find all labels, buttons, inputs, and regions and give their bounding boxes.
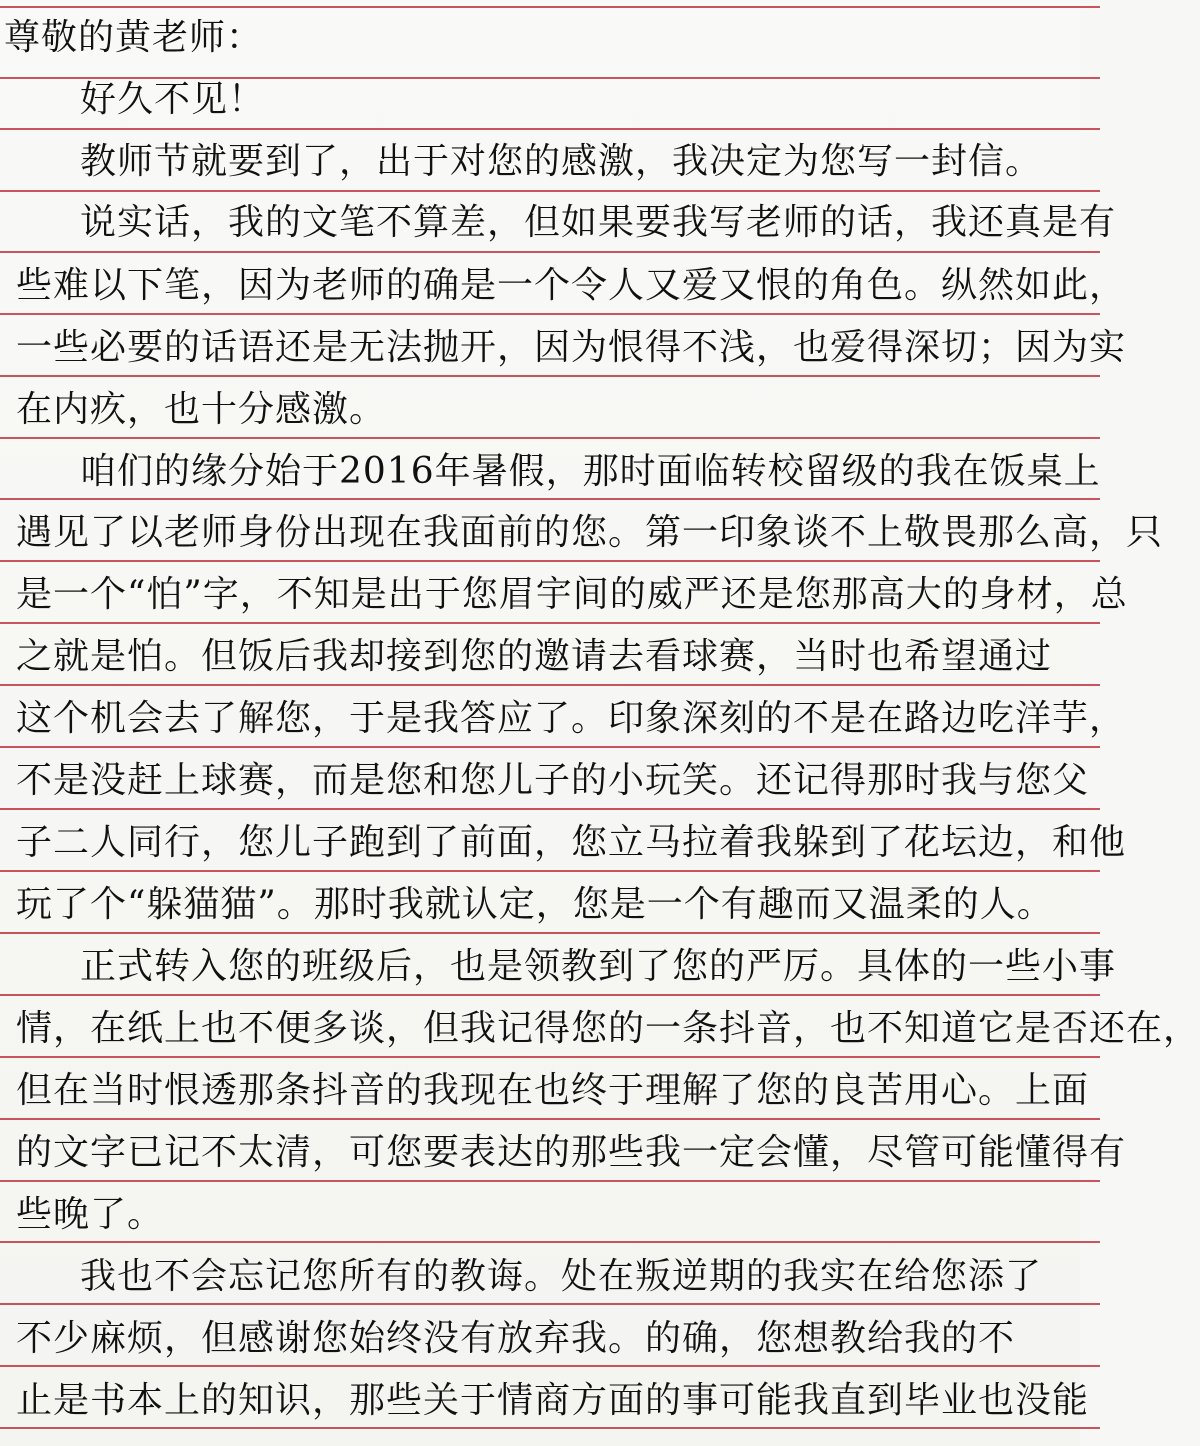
letter-line: 是一个“怕”字，不知是出于您眉宇间的威严还是您那高大的身材，总	[16, 574, 1128, 615]
letter-line: 之就是怕。但饭后我却接到您的邀请去看球赛，当时也希望通过	[16, 636, 1053, 677]
letter-line: 止是书本上的知识，那些关于情商方面的事可能我直到毕业也没能	[16, 1380, 1090, 1421]
ruled-line	[0, 560, 1100, 562]
ruled-line	[0, 808, 1100, 810]
letter-line: 这个机会去了解您，于是我答应了。印象深刻的不是在路边吃洋芋，	[16, 698, 1127, 739]
ruled-line	[0, 251, 1100, 253]
letter-line: 正式转入您的班级后，也是领教到了您的严厉。具体的一些小事	[80, 946, 1117, 987]
ruled-line	[0, 498, 1100, 500]
ruled-line	[0, 128, 1100, 130]
ruled-line	[0, 6, 1100, 8]
letter-salutation: 尊敬的黄老师：	[4, 17, 264, 58]
letter-line: 在内疚，也十分感激。	[16, 389, 387, 430]
letter-line: 一些必要的话语还是无法抛开，因为恨得不浅，也爱得深切；因为实	[16, 327, 1127, 368]
letter-line: 些晚了。	[16, 1194, 165, 1235]
ruled-line	[0, 1303, 1100, 1305]
ruled-line	[0, 437, 1100, 439]
letter-line: 情，在纸上也不便多谈，但我记得您的一条抖音，也不知道它是否还在，	[16, 1008, 1200, 1049]
ruled-line	[0, 1118, 1100, 1120]
letter-line: 但在当时恨透那条抖音的我现在也终于理解了您的良苦用心。上面	[16, 1070, 1090, 1111]
ruled-line	[0, 932, 1100, 934]
ruled-line	[0, 746, 1100, 748]
letter-line: 遇见了以老师身份出现在我面前的您。第一印象谈不上敬畏那么高，只	[16, 512, 1164, 553]
ruled-line	[0, 1056, 1100, 1058]
letter-line: 子二人同行，您儿子跑到了前面，您立马拉着我躲到了花坛边，和他	[16, 822, 1127, 863]
letter-line: 咱们的缘分始于2016年暑假，那时面临转校留级的我在饭桌上	[80, 451, 1101, 492]
ruled-line	[0, 1241, 1100, 1243]
ruled-line	[0, 375, 1100, 377]
ruled-line	[0, 190, 1100, 192]
ruled-line	[0, 622, 1100, 624]
ruled-line	[0, 870, 1100, 872]
letter-line: 的文字已记不太清，可您要表达的那些我一定会懂，尽管可能懂得有	[16, 1132, 1127, 1173]
letter-line: 不少麻烦，但感谢您始终没有放弃我。的确，您想教给我的不	[16, 1318, 1016, 1359]
letter-line: 不是没赶上球赛，而是您和您儿子的小玩笑。还记得那时我与您父	[16, 760, 1090, 801]
ruled-line	[0, 1180, 1100, 1182]
ruled-line	[0, 994, 1100, 996]
letter-line: 我也不会忘记您所有的教诲。处在叛逆期的我实在给您添了	[80, 1256, 1043, 1297]
letter-line: 玩了个“躲猫猫”。那时我就认定，您是一个有趣而又温柔的人。	[16, 884, 1054, 925]
ruled-line	[0, 684, 1100, 686]
ruled-line	[0, 313, 1100, 315]
ruled-line	[0, 1365, 1100, 1367]
letter-line: 好久不见！	[80, 79, 266, 120]
letter-line: 教师节就要到了，出于对您的感激，我决定为您写一封信。	[80, 141, 1043, 182]
letter-line: 些难以下笔，因为老师的确是一个令人又爱又恨的角色。纵然如此，	[16, 265, 1127, 306]
letter-line: 说实话，我的文笔不算差，但如果要我写老师的话，我还真是有	[80, 202, 1117, 243]
